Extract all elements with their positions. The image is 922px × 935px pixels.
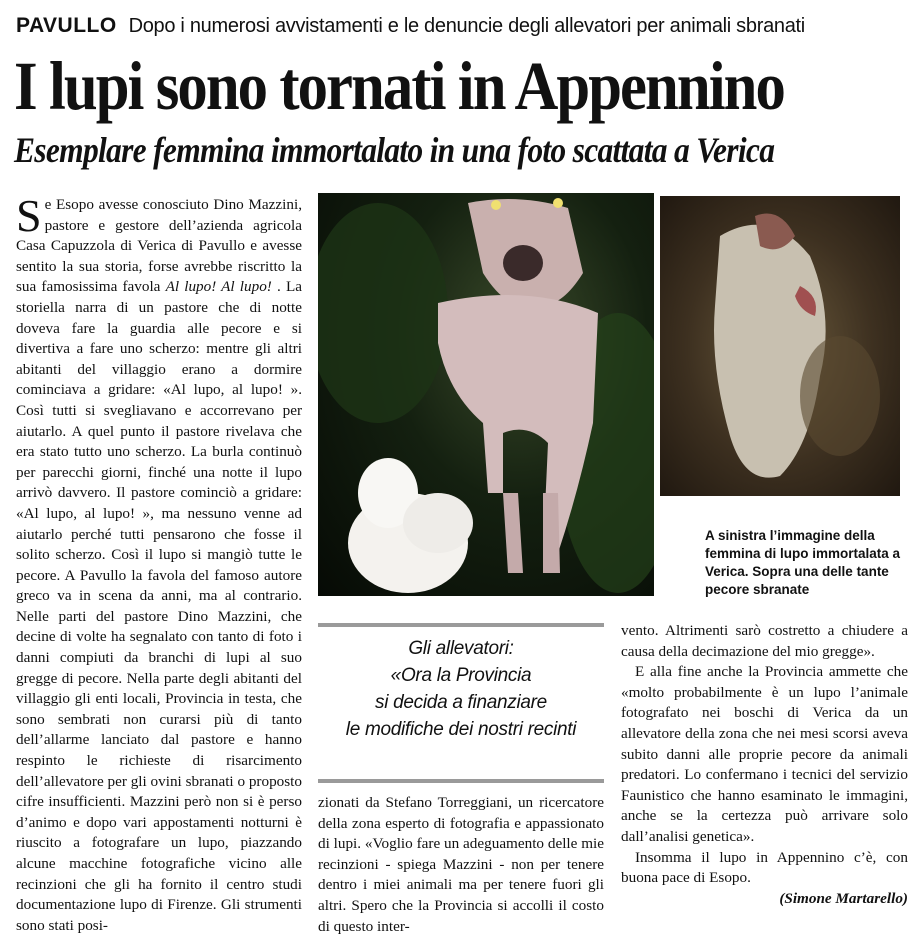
wolf-photo-illustration	[318, 193, 654, 596]
pull-quote-line: le modifiche dei nostri recinti	[345, 719, 577, 740]
dropcap: S	[16, 190, 42, 241]
pull-quote-line: Gli allevatori:	[408, 638, 514, 659]
article-column-2: zionati da Stefano Torreggiani, un ricercatore della zona esperto di fotografia e appassionato di lupi. «Voglio fare un adeguamento delle mie recinzioni - spiega Mazzini - non per tenere dentro i miei animali ma per tenere fuori gli altri. Spero che la Provincia si accolli il costo di questo inter-	[318, 794, 604, 935]
sheep-photo	[660, 196, 900, 496]
col3-paragraph-1: vento. Altrimenti sarò costretto a chiudere a causa della decimazione del mio gregge».	[621, 622, 908, 660]
photo-caption: A sinistra l’immagine della femmina di lupo immortalata a Verica. Sopra una delle tante pecore sbranate	[705, 528, 901, 597]
wolf-photo	[318, 193, 654, 596]
sheep-photo-illustration	[660, 196, 900, 496]
col1-italic-title: Al lupo! Al lupo!	[165, 278, 272, 296]
col1-text-a: e Esopo avesse conosciuto Dino Mazzini, pastore e gestore dell’azienda agricola Casa Capuzzola di Verica di Pavullo e avesse sentito la sua storia, forse avrebbe riscritto la sua famosissima favola	[16, 196, 302, 296]
article-column-3	[621, 621, 908, 909]
pull-quote-line: si decida a finanziare	[375, 692, 547, 713]
byline: (Simone Martarello)	[779, 889, 908, 907]
col3-paragraph-3: Insomma il lupo in Appennino c’è, con buona pace di Esopo.	[621, 848, 908, 887]
col1-text-b: . La storiella narra di un pastore che di notte doveva fare la guardia alle pecore e si divertiva a fare uno scherzo: mentre gli altri abitanti del villaggio erano a dormire cominciava a gridare: «Al lupo, al lupo! ». Così tutti si svegliavano e accorrevano per aiutarlo. A quel punto il pastore rivelava che era stato tutto uno scherzo. La burla continuò per parecchi giorni, finché una notte il lupo arrivò davvero. Il pastore cominciò a gridare: «Al lupo, al lupo! », ma nessuno venne ad aiutarlo perché tutti pensarono che fosse il solito scherzo. Così il lupo si mangiò tutte le pecore. A Pavullo la favola del famoso autore greco va in scena da anni, ma al contrario. Nelle parti del pastore Dino Mazzini, che decine di volte ha segnalato con tanto di foto i danni compiuti da branchi di lupi al suo gregge di pecore. Nella parte degli abitanti del villaggio gli enti locali, Provincia in testa, che sono sembrati non curarsi più di tanto dell’allarme lanciato dal pastore e hanno respinto le richieste di risarcimento dell’allevatore per gli ovini sbranati o proposto cifre insufficienti. Mazzini però non si è perso d’animo e dopo vari appostamenti notturni è riuscito a fotografare un lupo, piazzando alcune macchine fotografiche vicino alle recinzioni che gli ha fornito il centro studi documentazione lupo di Firenze. Gli strumenti sono stati posi-	[16, 278, 302, 934]
pull-quote-line: «Ora la Provincia	[390, 665, 532, 686]
subhead: Esemplare femmina immortalato in una foto scattata a Verica	[14, 130, 775, 170]
kicker	[16, 14, 916, 44]
kicker-place: PAVULLO	[16, 14, 117, 37]
col3-paragraph-2: E alla fine anche la Provincia ammette che «molto probabilmente è un lupo l’animale fotografato nei boschi di Verica da un allevatore della zona che nei mesi scorsi aveva subito danni alle proprie pecore da animali predatori. Lo confermano i tecnici del servizio Faunistico che hanno esaminato le immagini, anche se la certezza può arrivare solo dall’analisi genetica».	[621, 663, 908, 845]
headline: I lupi sono tornati in Appennino	[14, 48, 784, 124]
pull-quote	[318, 623, 604, 783]
article-column-1	[16, 190, 302, 935]
kicker-text: Dopo i numerosi avvistamenti e le denuncie degli allevatori per animali sbranati	[128, 15, 805, 37]
